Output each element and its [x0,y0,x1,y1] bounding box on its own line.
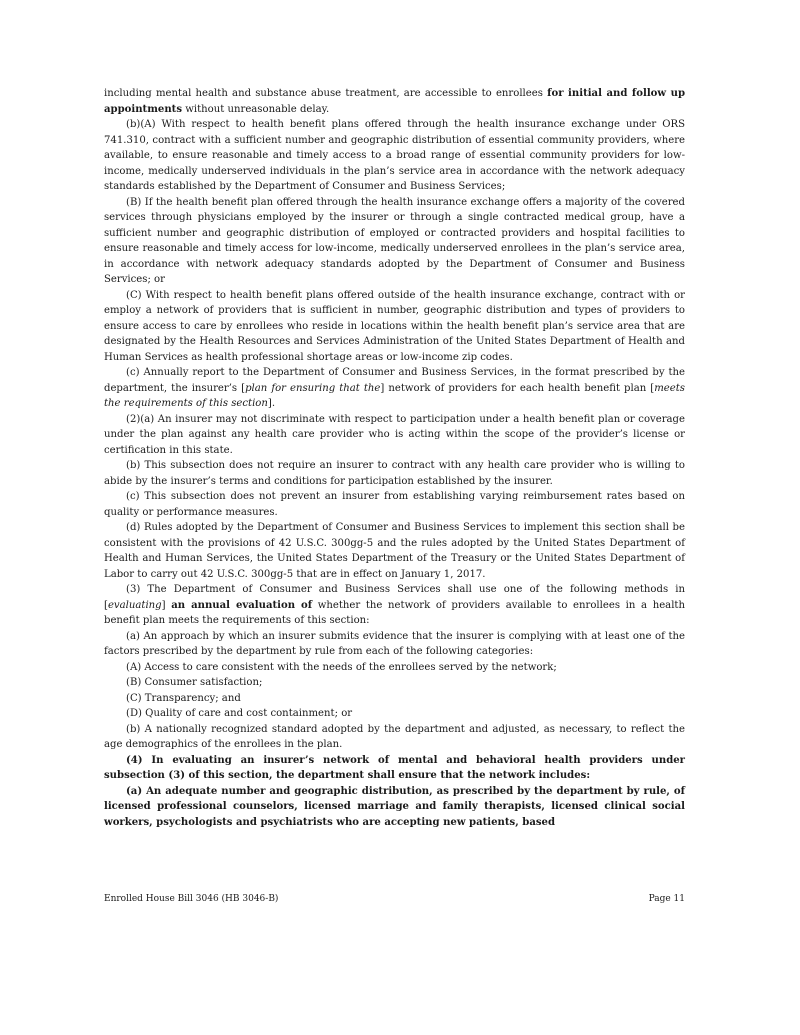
paragraph-2a: (2)(a) An insurer may not discriminate with respect to participation under a health benefit plan or coverage under the plan against any health care provider who is acting within the scope of the provider’s license or certification in this state. [104,413,685,456]
deleted-text: meets the requirements of this section [104,382,685,409]
paragraph-3b: (b) A nationally recognized standard adopted by the department and adjusted, as necessary, to reflect the age demographics of the enrollees in the plan. [104,723,685,750]
amendment-bold: an annual evaluation of [171,599,313,611]
page-number: Page 11 [648,894,685,904]
paragraph-3a-C: (C) Transparency; and [126,692,241,704]
deleted-text: evaluating [107,599,162,611]
paragraph-b-A: (b)(A) With respect to health benefit plans offered through the health insurance exchange under ORS 741.310, contract with a sufficient number and geographic distribution of essential community providers, where available, to ensure reasonable and timely access to a broad range of essential community providers for low-income, medically underserved individuals in the plan’s service area in accordance with the network adequacy standards established by the Department of Consumer and Business Services; [104,119,685,192]
paragraph-4a: (a) An adequate number and geographic distribution, as prescribed by the department by rule, of licensed professional counselors, licensed marriage and family therapists, licensed clinical social workers, psychologists and psychiatrists who are accepting new patients, based [104,785,685,828]
paragraph-3a: (a) An approach by which an insurer submits evidence that the insurer is complying with at least one of the factors prescribed by the department by rule from each of the following categories: [104,630,685,657]
paragraph-2b: (b) This subsection does not require an insurer to contract with any health care provider who is willing to abide by the insurer’s terms and conditions for participation established by the insurer. [104,460,685,487]
paragraph-3a-D: (D) Quality of care and cost containment; or [126,708,353,719]
deleted-text: plan for ensuring that the [245,382,381,394]
document-body [104,86,685,830]
paragraph-continuation: including mental health and substance abuse treatment, are accessible to enrollees for initial and follow up appointments without unreasonable delay. [104,88,686,115]
amendment-bold: for initial and follow up appointments [104,88,686,115]
bill-identifier: Enrolled House Bill 3046 (HB 3046-B) [104,894,279,904]
paragraph-4: (4) In evaluating an insurer’s network of mental and behavioral health providers under subsection (3) of this section, the department shall ensure that the network includes: [104,754,685,781]
paragraph-3a-B: (B) Consumer satisfaction; [126,677,263,688]
paragraph-c: (c) Annually report to the Department of Consumer and Business Services, in the format prescribed by the department, the insurer’s [plan for ensuring that the] network of providers for each health benefit plan [meets the requirements of this section]. [104,367,685,409]
paragraph-2d: (d) Rules adopted by the Department of Consumer and Business Services to implement this section shall be consistent with the provisions of 42 U.S.C. 300gg-5 and the rules adopted by the United States Department of Health and Human Services, the United States Department of the Treasury or the United States Department of Labor to carry out 42 U.S.C. 300gg-5 that are in effect on January 1, 2017. [104,522,685,580]
paragraph-B: (B) If the health benefit plan offered through the health insurance exchange offers a majority of the covered services through physicians employed by the insurer or through a single contracted medical group, have a sufficient number and geographic distribution of employed or contracted providers and hospital facilities to ensure reasonable and timely access for low-income, medically underserved enrollees in the plan’s service area, in accordance with network adequacy standards adopted by the Department of Consumer and Business Services; or [104,196,685,285]
paragraph-C: (C) With respect to health benefit plans offered outside of the health insurance exchange, contract with or employ a network of providers that is sufficient in number, geographic distribution and types of providers to ensure access to care by enrollees who reside in locations within the health benefit plan’s service area that are designated by the Health Resources and Services Administration of the United States Department of Health and Human Services as health professional shortage areas or low-income zip codes. [104,289,685,363]
paragraph-3: (3) The Department of Consumer and Business Services shall use one of the following methods in [evaluating] an annual evaluation of whether the network of providers available to enrollees in a health benefit plan meets the requirements of this section: [104,584,685,626]
page-footer [104,894,685,904]
paragraph-3a-A: (A) Access to care consistent with the needs of the enrollees served by the network; [126,661,557,673]
paragraph-2c: (c) This subsection does not prevent an insurer from establishing varying reimbursement rates based on quality or performance measures. [104,491,685,518]
